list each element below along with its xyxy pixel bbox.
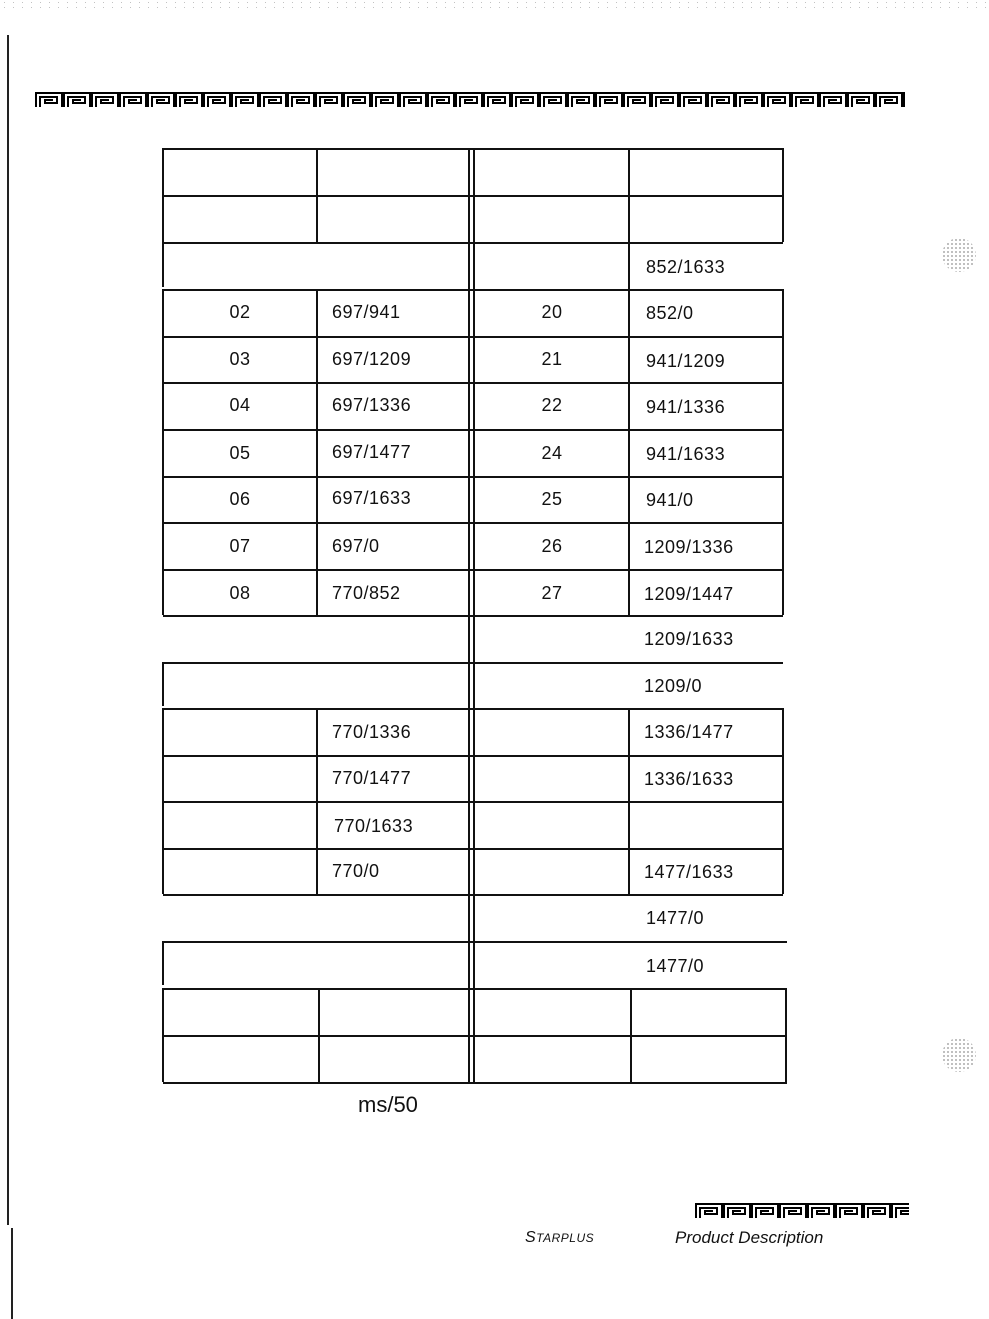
left-margin-line-lower <box>11 1228 13 1319</box>
cell-left-freq: 697/941 <box>332 302 401 322</box>
footer-product-rest: TARPLUS <box>536 1231 595 1245</box>
table-border <box>162 662 164 706</box>
table-border <box>782 289 784 615</box>
footer-doc-title: Product Description <box>675 1228 824 1247</box>
cell-left-freq: 697/1633 <box>332 488 412 508</box>
cell-right-code: 22 <box>541 395 563 415</box>
greek-key-footer-border <box>695 1203 909 1219</box>
center-double-divider <box>473 148 475 1082</box>
cell-left-code: 02 <box>229 302 251 322</box>
cell-right-freq: 1477/1633 <box>644 862 734 882</box>
column-divider <box>316 289 318 615</box>
table-rule <box>163 1035 787 1037</box>
cell-left-freq: 697/1477 <box>332 442 412 462</box>
column-divider <box>628 242 630 289</box>
table-rule <box>163 941 787 943</box>
table-border <box>162 941 164 985</box>
column-divider <box>316 148 318 242</box>
center-double-divider <box>468 148 470 1082</box>
greek-key-header-border <box>35 92 905 108</box>
cell-right-freq: 1477/0 <box>646 956 705 976</box>
cell-right-freq: 941/1336 <box>646 397 726 417</box>
cell-left-freq: 697/1336 <box>332 395 412 415</box>
cell-right-freq: 1209/1633 <box>644 629 734 649</box>
cell-left-code: 04 <box>229 395 251 415</box>
cell-left-freq: 770/0 <box>332 861 380 881</box>
cell-right-code: 26 <box>541 536 563 556</box>
cell-right-code: 20 <box>541 302 563 322</box>
table-border <box>785 988 787 1082</box>
cell-left-code: 06 <box>229 489 251 509</box>
cell-right-freq: 852/0 <box>646 303 694 323</box>
cell-right-freq: 941/1209 <box>646 351 726 371</box>
cell-right-freq: 941/1633 <box>646 444 726 464</box>
table-rule <box>163 988 787 990</box>
cell-left-code: 03 <box>229 349 251 369</box>
timing-footnote: ms/50 <box>358 1092 418 1117</box>
cell-left-code: 05 <box>229 443 251 463</box>
table-rule <box>163 1082 787 1084</box>
column-divider <box>628 708 630 894</box>
scan-noise <box>0 0 989 10</box>
cell-left-freq: 770/1633 <box>334 816 414 836</box>
column-divider <box>628 289 630 615</box>
cell-right-freq: 1336/1477 <box>644 722 734 742</box>
column-divider <box>628 148 630 242</box>
table-border <box>162 242 164 287</box>
table-border <box>782 148 784 242</box>
cell-left-freq: 770/1477 <box>332 768 412 788</box>
cell-right-code: 27 <box>541 583 563 603</box>
cell-right-freq: 1209/1447 <box>644 584 734 604</box>
footer-product-name <box>525 1229 594 1247</box>
cell-left-freq: 697/0 <box>332 536 380 556</box>
footer-product-initial: S <box>525 1229 537 1246</box>
table-border <box>162 988 164 1082</box>
cell-left-freq: 697/1209 <box>332 349 412 369</box>
cell-right-freq: 941/0 <box>646 490 694 510</box>
cell-right-freq: 1209/1336 <box>644 537 734 557</box>
cell-left-freq: 770/1336 <box>332 722 412 742</box>
table-border <box>782 708 784 894</box>
column-divider <box>316 708 318 894</box>
cell-right-freq: 1477/0 <box>646 908 705 928</box>
punch-hole-bottom <box>942 1038 976 1072</box>
column-divider <box>318 988 320 1082</box>
table-border <box>162 708 164 894</box>
cell-right-freq: 852/1633 <box>646 257 726 277</box>
table-border <box>162 289 164 615</box>
cell-left-freq: 770/852 <box>332 583 401 603</box>
left-margin-line <box>7 35 9 1225</box>
cell-right-code: 25 <box>541 489 563 509</box>
cell-right-freq: 1209/0 <box>644 676 703 696</box>
table-border <box>162 148 164 242</box>
cell-right-code: 24 <box>541 443 563 463</box>
cell-left-code: 08 <box>229 583 251 603</box>
column-divider <box>630 988 632 1082</box>
cell-right-freq: 1336/1633 <box>644 769 734 789</box>
cell-left-code: 07 <box>229 536 251 556</box>
cell-right-code: 21 <box>541 349 563 369</box>
punch-hole-top <box>942 238 976 272</box>
